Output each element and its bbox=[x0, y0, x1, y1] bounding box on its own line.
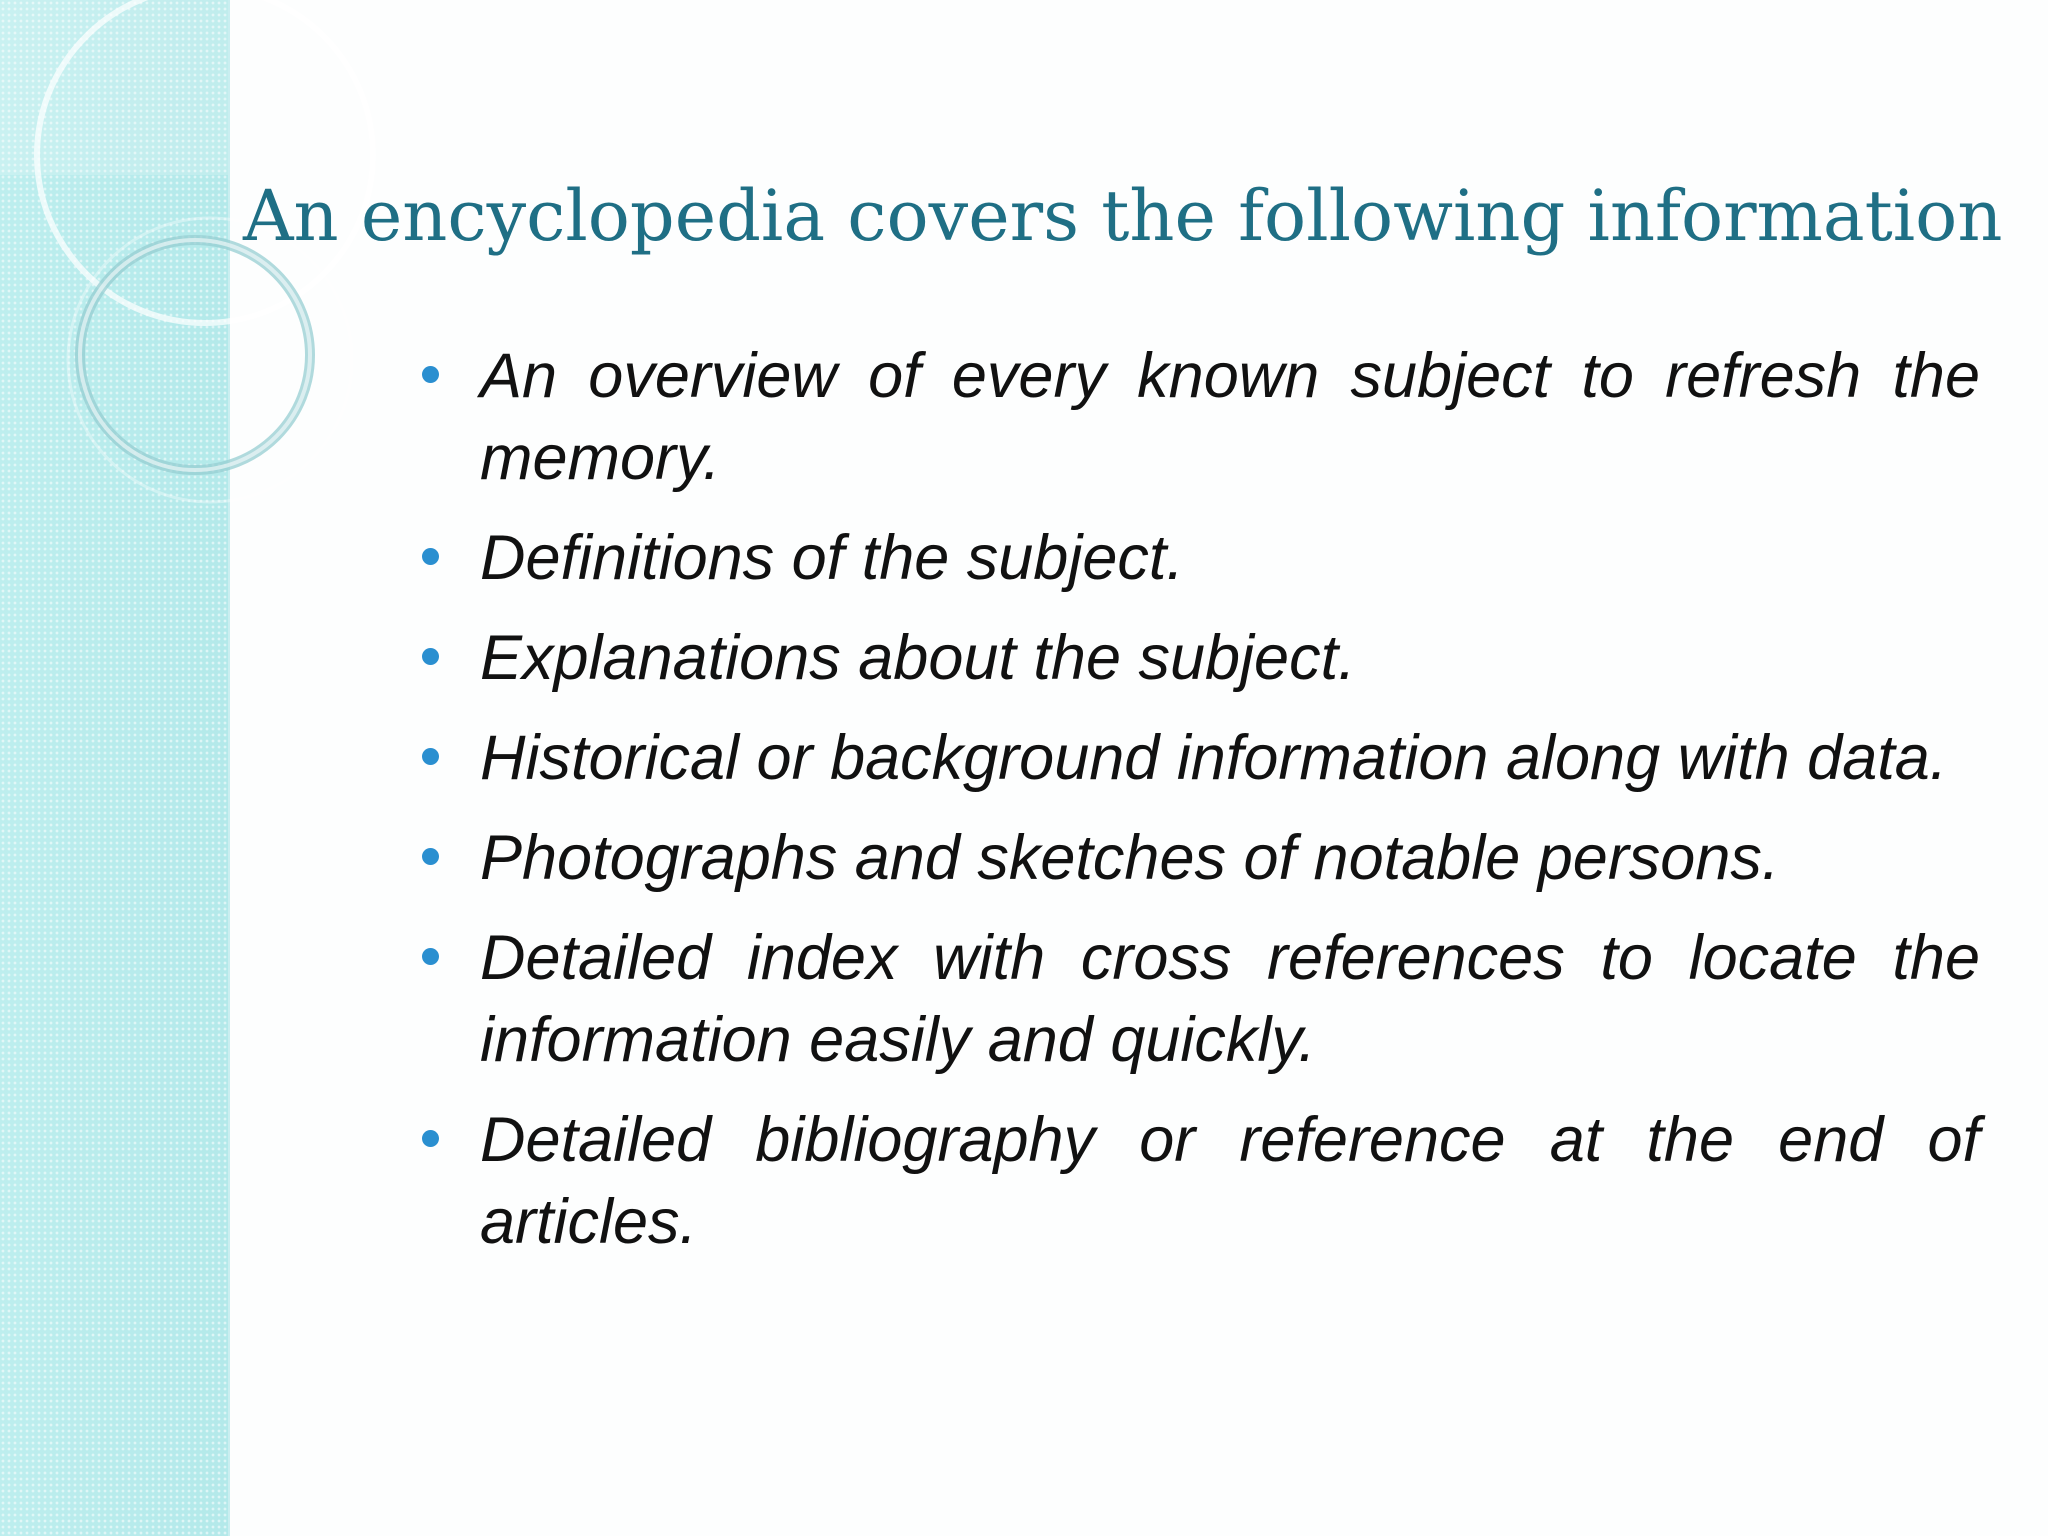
bullet-dot-icon bbox=[422, 1130, 439, 1147]
bullet-dot-icon bbox=[422, 848, 439, 865]
list-item bbox=[480, 517, 1980, 599]
bullet-text: Detailed bibliography or reference at the end of articles. bbox=[480, 1105, 1980, 1257]
list-item bbox=[480, 917, 1980, 1081]
bullet-dot-icon bbox=[422, 548, 439, 565]
bullet-list bbox=[480, 335, 1980, 1281]
bullet-dot-icon bbox=[422, 948, 439, 965]
slide-title: An encyclopedia covers the following information bbox=[243, 175, 2003, 257]
list-item bbox=[480, 817, 1980, 899]
bullet-text: Historical or background information along with data. bbox=[480, 723, 1948, 793]
bullet-text: Photographs and sketches of notable persons. bbox=[480, 823, 1780, 893]
list-item bbox=[480, 717, 1980, 799]
bullet-text: Detailed index with cross references to locate the information easily and quickly. bbox=[480, 923, 1980, 1075]
bullet-text: An overview of every known subject to refresh the memory. bbox=[480, 341, 1980, 493]
bullet-dot-icon bbox=[422, 648, 439, 665]
decorative-rings bbox=[0, 0, 240, 520]
list-item bbox=[480, 335, 1980, 499]
list-item bbox=[480, 617, 1980, 699]
bullet-text: Definitions of the subject. bbox=[480, 523, 1184, 593]
bullet-dot-icon bbox=[422, 748, 439, 765]
list-item bbox=[480, 1099, 1980, 1263]
bullet-dot-icon bbox=[422, 366, 439, 383]
bullet-text: Explanations about the subject. bbox=[480, 623, 1356, 693]
